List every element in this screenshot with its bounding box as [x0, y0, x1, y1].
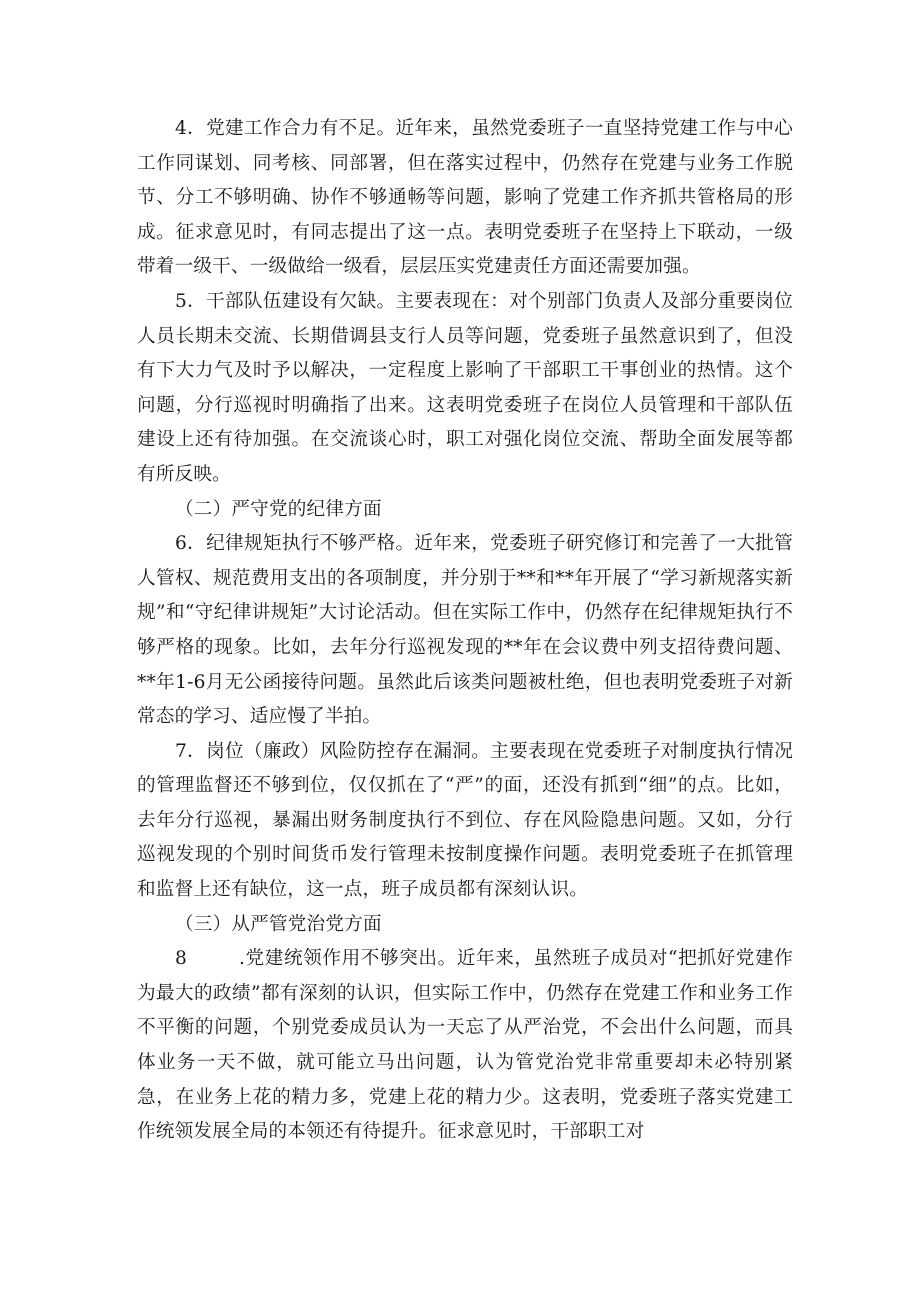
paragraph-item-8: [137, 942, 793, 1150]
paragraph-item-7: 7．岗位（廉政）风险防控存在漏洞。主要表现在党委班子对制度执行情况的管理监督还不够到位，仅仅抓在了“严”的面，还没有抓到“细”的点。比如，去年分行巡视，暴漏出财务制度执行不到位、存在风险隐患问题。又如，分行巡视发现的个别时间货币发行管理未按制度操作问题。表明党委班子在抓管理和监督上还有缺位，这一点，班子成员都有深刻认识。: [137, 740, 793, 901]
item-number: 8: [175, 948, 188, 970]
paragraph-item-6: 6．纪律规矩执行不够严格。近年来，党委班子研究修订和完善了一大批管人管权、规范费用支出的各项制度，并分别于**和**年开展了“学习新规落实新规”和“守纪律讲规矩”大讨论活动。但在实际工作中，仍然存在纪律规矩执行不够严格的现象。比如，去年分行巡视发现的**年在会议费中列支招待费问题、**年1-6月无公函接待问题。虽然此后该类问题被杜绝，但也表明党委班子对新常态的学习、适应慢了半拍。: [137, 533, 793, 728]
section-heading-discipline: （二）严守党的纪律方面: [175, 498, 382, 520]
paragraph-item-4: 4．党建工作合力有不足。近年来，虽然党委班子一直坚持党建工作与中心工作同谋划、同考核、同部署，但在落实过程中，仍然存在党建与业务工作脱节、分工不够明确、协作不够通畅等问题，影响了党建工作齐抓共管格局的形成。征求意见时，有同志提出了这一点。表明党委班子在坚持上下联动，一级带着一级干、一级做给一级看，层层压实党建责任方面还需要加强。: [137, 118, 793, 278]
item-8-text: .党建统领作用不够突出。近年来，虽然班子成员对“把抓好党建作为最大的政绩”都有深刻的认识，但实际工作中，仍然存在党建工作和业务工作不平衡的问题，个别党委成员认为一天忘了从严治党，不会出什么问题，而具体业务一天不做，就可能立马出问题，认为管党治党非常重要却未必特别紧急，在业务上花的精力多，党建上花的精力少。这表明，党委班子落实党建工作统领发展全局的本领还有待提升。征求意见时，干部职工对: [137, 948, 793, 1143]
document-body: [137, 112, 793, 1150]
section-heading-party-governance: （三）从严管党治党方面: [175, 913, 382, 935]
paragraph-item-5: 5．干部队伍建设有欠缺。主要表现在：对个别部门负责人及部分重要岗位人员长期未交流、长期借调县支行人员等问题，党委班子虽然意识到了，但没有下大力气及时予以解决，一定程度上影响了干部职工干事创业的热情。这个问题，分行巡视时明确指了出来。这表明党委班子在岗位人员管理和干部队伍建设上还有待加强。在交流谈心时，职工对强化岗位交流、帮助全面发展等都有所反映。: [137, 290, 793, 485]
